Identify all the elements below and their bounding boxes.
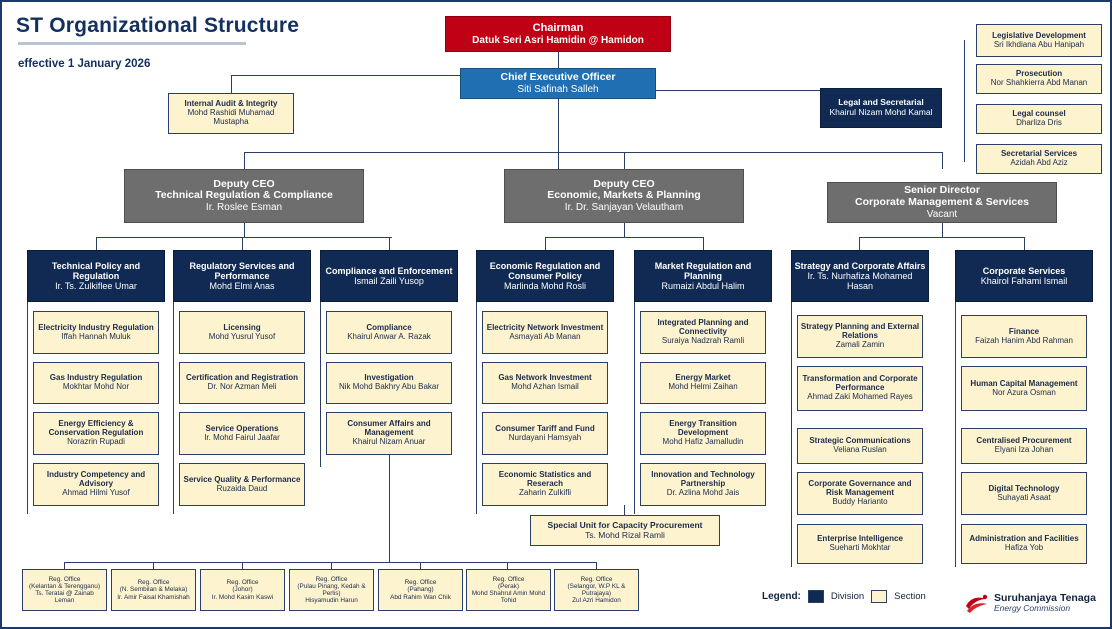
regional-office-region: (Johor)	[232, 586, 253, 594]
special-unit-name: Ts. Mohd Rizal Ramli	[585, 529, 665, 540]
regional-office-title: Reg. Office	[137, 579, 170, 587]
section-title: Licensing	[223, 322, 261, 332]
section-name: Ahmad Zaki Mohamed Rayes	[807, 391, 913, 401]
connector	[96, 237, 97, 250]
page-title: ST Organizational Structure	[16, 14, 300, 37]
connector	[27, 302, 28, 514]
section-box[interactable]	[797, 315, 923, 358]
connector	[942, 223, 943, 237]
regional-office-box[interactable]	[466, 569, 551, 611]
organization-logo	[964, 588, 1104, 622]
regional-office-name: Ir. Mohd Kasim Kaswi	[211, 593, 274, 601]
legend-section-swatch	[871, 590, 887, 603]
section-box[interactable]	[961, 428, 1087, 464]
connector	[1024, 237, 1025, 250]
deputy-title: Deputy CEO	[213, 177, 275, 190]
section-name: Iffah Hannah Muluk	[61, 331, 131, 341]
connector	[507, 562, 508, 569]
connector	[634, 302, 635, 514]
ceo-title: Chief Executive Officer	[500, 71, 616, 84]
division-title: Regulatory Services and Performance	[189, 260, 295, 281]
section-box[interactable]	[33, 362, 159, 404]
section-box[interactable]	[326, 311, 452, 354]
connector	[596, 562, 597, 569]
section-box[interactable]	[797, 472, 923, 515]
section-name: Buddy Harianto	[832, 496, 888, 506]
section-name: Asmayati Ab Manan	[509, 331, 581, 341]
section-title: Consumer Tariff and Fund	[495, 423, 595, 433]
section-box[interactable]	[640, 311, 766, 354]
connector	[331, 562, 332, 569]
section-title: Energy Efficiency & Conservation Regulation	[48, 419, 144, 438]
legal-secretarial-box[interactable]	[820, 88, 942, 128]
regional-office-title: Reg. Office	[315, 575, 348, 583]
connector	[624, 505, 625, 515]
section-name: Ahmad Hilmi Yusof	[62, 487, 130, 497]
logo-text	[994, 592, 1096, 614]
regional-office-name: Mohd Shahrul Amin Mohd Tohid	[471, 590, 546, 605]
connector	[244, 223, 245, 237]
section-name: Zaharin Zulkifli	[518, 487, 571, 497]
chairman-title: Chairman	[532, 22, 584, 35]
division-title: Technical Policy and Regulation	[51, 260, 141, 281]
connector	[545, 237, 703, 238]
connector	[244, 152, 245, 169]
section-title: Corporate Governance and Risk Management	[808, 479, 912, 498]
division-head: Khairol Fahami Ismail	[980, 276, 1068, 286]
section-box[interactable]	[961, 366, 1087, 411]
section-name: Nik Mohd Bakhry Abu Bakar	[338, 382, 440, 391]
connector	[153, 562, 154, 569]
section-legislative-development[interactable]	[976, 24, 1102, 57]
section-name: Mohd Hafiz Jamalludin	[662, 436, 744, 446]
section-name: Mohd Yusrul Yusof	[208, 331, 276, 341]
section-box[interactable]	[179, 362, 305, 404]
regional-office-title: Reg. Office	[580, 575, 613, 583]
deputy-name: Ir. Roslee Esman	[205, 202, 283, 214]
connector	[231, 75, 232, 93]
section-secretarial-services[interactable]	[976, 144, 1102, 174]
section-title: Secretarial Services	[1000, 149, 1078, 159]
regional-office-name: Ir. Amir Faisal Khamishah	[117, 593, 190, 601]
section-title: Certification and Registration	[185, 373, 298, 383]
deputy-name: Ir. Dr. Sanjayan Velautham	[564, 202, 684, 214]
division-head: Marlinda Mohd Rosli	[503, 281, 587, 292]
section-title: Legislative Development	[992, 30, 1086, 40]
division-title: Economic Regulation and Consumer Policy	[489, 260, 601, 281]
section-box[interactable]	[482, 311, 608, 354]
connector	[791, 302, 792, 567]
connector	[420, 562, 421, 569]
connector	[859, 237, 1024, 238]
section-box[interactable]	[797, 524, 923, 564]
section-box[interactable]	[482, 412, 608, 455]
section-name: Mohd Azhan Ismail	[511, 382, 579, 391]
regional-office-title: Reg. Office	[48, 575, 81, 583]
legal-secretarial-title: Legal and Secretarial	[838, 97, 924, 108]
section-title: Innovation and Technology Partnership	[651, 470, 755, 489]
connector	[964, 40, 965, 162]
section-name: Khairul Nizam Anuar	[352, 436, 426, 446]
regional-office-box[interactable]	[200, 569, 285, 611]
section-title: Enterprise Intelligence	[817, 534, 903, 544]
section-title: Gas Network Investment	[498, 373, 592, 383]
deputy-subtitle: Technical Regulation & Compliance	[155, 189, 333, 202]
logo-subtitle: Energy Commission	[994, 603, 1071, 614]
connector	[476, 302, 477, 514]
section-name: Suraiya Nadzrah Ramli	[661, 335, 745, 345]
division-strategy-corporate-affairs[interactable]	[791, 250, 929, 302]
special-unit-title: Special Unit for Capacity Procurement	[547, 519, 703, 530]
section-title: Human Capital Management	[970, 378, 1078, 388]
connector	[242, 562, 243, 569]
section-name: Suhayati Asaat	[997, 492, 1051, 502]
chairman-name: Datuk Seri Asri Hamidin @ Hamidon	[472, 34, 644, 46]
section-name: Mohd Helmi Zaihan	[668, 382, 738, 391]
division-title: Market Regulation and Planning	[654, 260, 752, 281]
section-name: Nurdayani Hamsyah	[508, 432, 582, 442]
regional-office-title: Reg. Office	[492, 575, 525, 583]
division-regulatory-services[interactable]	[173, 250, 311, 302]
section-box[interactable]	[482, 362, 608, 404]
regional-office-name: Ts. Teratai @ Zainab Leman	[35, 590, 94, 605]
section-box[interactable]	[640, 463, 766, 506]
section-title: Electricity Network Investment	[486, 322, 604, 332]
section-title: Integrated Planning and Connectivity	[657, 318, 749, 337]
regional-office-title: Reg. Office	[404, 579, 437, 587]
section-box[interactable]	[326, 412, 452, 455]
regional-office-name: Hisyamudin Harun	[305, 597, 358, 605]
division-market-regulation[interactable]	[634, 250, 772, 302]
division-title: Compliance and Enforcement	[325, 265, 453, 276]
regional-office-region: (Pahang)	[407, 586, 434, 594]
title-underline	[18, 42, 246, 45]
deputy-title: Deputy CEO	[593, 177, 655, 190]
regional-office-name: Zul Azri Hamidon	[572, 597, 621, 605]
special-unit-box[interactable]	[530, 515, 720, 546]
section-title: Prosecution	[1015, 69, 1063, 79]
ceo-box[interactable]	[460, 68, 656, 99]
section-box[interactable]	[961, 315, 1087, 358]
section-title: Administration and Facilities	[969, 534, 1079, 544]
connector	[173, 302, 174, 514]
connector	[389, 450, 390, 562]
section-name: Elyani Iza Johan	[994, 445, 1054, 454]
legal-secretarial-name: Khairul Nizam Mohd Kamal	[829, 107, 933, 117]
regional-office-region: (Kelantan & Terengganu)	[29, 582, 100, 590]
section-name: Nor Azura Osman	[992, 387, 1056, 397]
connector	[96, 237, 392, 238]
section-title: Gas Industry Regulation	[49, 373, 143, 383]
section-name: Azidah Abd Aziz	[1010, 158, 1068, 167]
deputy-subtitle: Corporate Management & Services	[855, 195, 1029, 208]
connector	[942, 152, 943, 169]
energy-commission-logo-icon	[964, 592, 990, 616]
section-legal-counsel[interactable]	[976, 104, 1102, 134]
section-title: Energy Transition Development	[669, 419, 737, 438]
regional-office-name: Abd Rahim Wan Chik	[390, 593, 451, 601]
section-name: Mokhtar Mohd Nor	[62, 382, 130, 391]
section-box[interactable]	[179, 412, 305, 455]
connector	[558, 99, 559, 169]
section-box[interactable]	[179, 311, 305, 354]
ceo-name: Siti Safinah Salleh	[517, 83, 599, 95]
internal-audit-name: Mohd Rashidi Muhamad Mustapha	[187, 108, 275, 126]
deputy-subtitle: Economic, Markets & Planning	[547, 189, 701, 202]
legend-section-label: Section	[894, 591, 926, 602]
section-name: Sri Ikhdiana Abu Hanipah	[993, 39, 1085, 49]
deputy-title: Senior Director	[904, 184, 980, 197]
section-box[interactable]	[33, 412, 159, 455]
section-title: Compliance	[366, 322, 412, 332]
section-title: Service Operations	[205, 423, 279, 433]
section-name: Dr. Nor Azman Meli	[207, 382, 277, 391]
section-title: Consumer Affairs and Management	[347, 419, 431, 438]
section-title: Transformation and Corporate Performance	[802, 374, 918, 393]
division-title: Corporate Services	[982, 265, 1066, 276]
section-box[interactable]	[179, 463, 305, 506]
connector	[545, 237, 546, 250]
section-title: Strategic Communications	[809, 436, 911, 446]
division-title: Strategy and Corporate Affairs	[794, 260, 926, 271]
legend-label: Legend:	[762, 591, 801, 602]
section-title: Legal counsel	[1012, 109, 1066, 119]
section-box[interactable]	[33, 311, 159, 354]
regional-office-region: (Pulau Pinang, Kedah & Perlis)	[297, 582, 366, 597]
section-box[interactable]	[640, 362, 766, 404]
deputy-ceo-economic-box[interactable]	[504, 169, 744, 223]
logo-name: Suruhanjaya Tenaga	[994, 592, 1096, 604]
section-title: Finance	[1008, 326, 1040, 336]
connector	[389, 237, 390, 250]
section-name: Dr. Azlina Mohd Jais	[666, 487, 740, 497]
section-title: Centralised Procurement	[976, 436, 1072, 446]
internal-audit-title: Internal Audit & Integrity	[184, 99, 278, 109]
connector	[955, 302, 956, 567]
connector	[320, 302, 321, 467]
section-name: Ruzaida Daud	[216, 483, 268, 493]
section-box[interactable]	[482, 463, 608, 506]
section-title: Investigation	[364, 373, 414, 383]
chairman-box[interactable]	[445, 16, 671, 52]
deputy-ceo-technical-box[interactable]	[124, 169, 364, 223]
section-name: Dharliza Dris	[1016, 118, 1062, 127]
section-name: Hafiza Yob	[1004, 543, 1044, 552]
connector	[64, 562, 65, 569]
section-box[interactable]	[326, 362, 452, 404]
regional-office-region: (Perak)	[498, 582, 519, 590]
connector	[624, 152, 625, 169]
section-box[interactable]	[797, 428, 923, 464]
effective-date: effective 1 January 2026	[18, 58, 151, 70]
section-title: Service Quality & Performance	[183, 474, 301, 484]
connector	[624, 223, 625, 237]
section-name: Zamali Zamin	[835, 339, 885, 349]
regional-office-box[interactable]	[554, 569, 639, 611]
deputy-name: Vacant	[926, 208, 958, 220]
division-head: Ir. Ts. Zulkiflee Umar	[55, 281, 137, 292]
section-box[interactable]	[33, 463, 159, 506]
connector	[558, 52, 559, 68]
section-title: Electricity Industry Regulation	[38, 322, 154, 332]
section-name: Sueharti Mokhtar	[829, 543, 891, 552]
section-name: Khairul Anwar A. Razak	[347, 331, 431, 341]
division-corporate-services[interactable]	[955, 250, 1093, 302]
division-head: Mohd Elmi Anas	[209, 281, 275, 292]
division-economic-regulation[interactable]	[476, 250, 614, 302]
legend-division-label: Division	[830, 591, 865, 602]
connector	[64, 562, 596, 563]
section-title: Digital Technology	[988, 483, 1060, 493]
regional-office-box[interactable]	[378, 569, 463, 611]
division-head: Ismail Zaili Yusop	[354, 276, 424, 286]
connector	[242, 237, 243, 250]
regional-office-box[interactable]	[289, 569, 374, 611]
section-box[interactable]	[797, 366, 923, 411]
division-compliance-enforcement[interactable]	[320, 250, 458, 302]
section-name: Norazrin Rupadi	[67, 436, 125, 446]
section-prosecution[interactable]	[976, 64, 1102, 94]
section-title: Economic Statistics and Reserach	[498, 470, 592, 489]
legend	[762, 590, 926, 603]
section-title: Strategy Planning and External Relations	[800, 322, 920, 341]
section-title: Energy Market	[675, 373, 731, 383]
section-name: Veliana Ruslan	[833, 445, 887, 454]
regional-office-region: (Selangor, W.P KL & Putrajaya)	[567, 582, 626, 597]
connector	[703, 237, 704, 250]
regional-office-box[interactable]	[111, 569, 196, 611]
section-box[interactable]	[961, 472, 1087, 515]
connector	[244, 152, 942, 153]
section-title: Industry Competency and Advisory	[46, 470, 146, 489]
connector	[859, 237, 860, 250]
section-box[interactable]	[961, 524, 1087, 564]
internal-audit-box[interactable]	[168, 93, 294, 134]
section-name: Ir. Mohd Fairul Jaafar	[204, 432, 280, 442]
section-name: Nor Shahkierra Abd Manan	[990, 78, 1088, 87]
legend-division-swatch	[808, 590, 824, 603]
division-head: Rumaizi Abdul Halim	[661, 281, 745, 292]
regional-office-title: Reg. Office	[226, 579, 259, 587]
regional-office-box[interactable]	[22, 569, 107, 611]
division-technical-policy[interactable]	[27, 250, 165, 302]
division-head: Ir. Ts. Nurhafiza Mohamed Hasan	[807, 270, 913, 292]
section-name: Faizah Hanim Abd Rahman	[975, 335, 1073, 345]
senior-director-box[interactable]	[827, 182, 1057, 223]
section-box[interactable]	[640, 412, 766, 455]
regional-office-region: (N. Sembilan & Melaka)	[119, 586, 188, 594]
